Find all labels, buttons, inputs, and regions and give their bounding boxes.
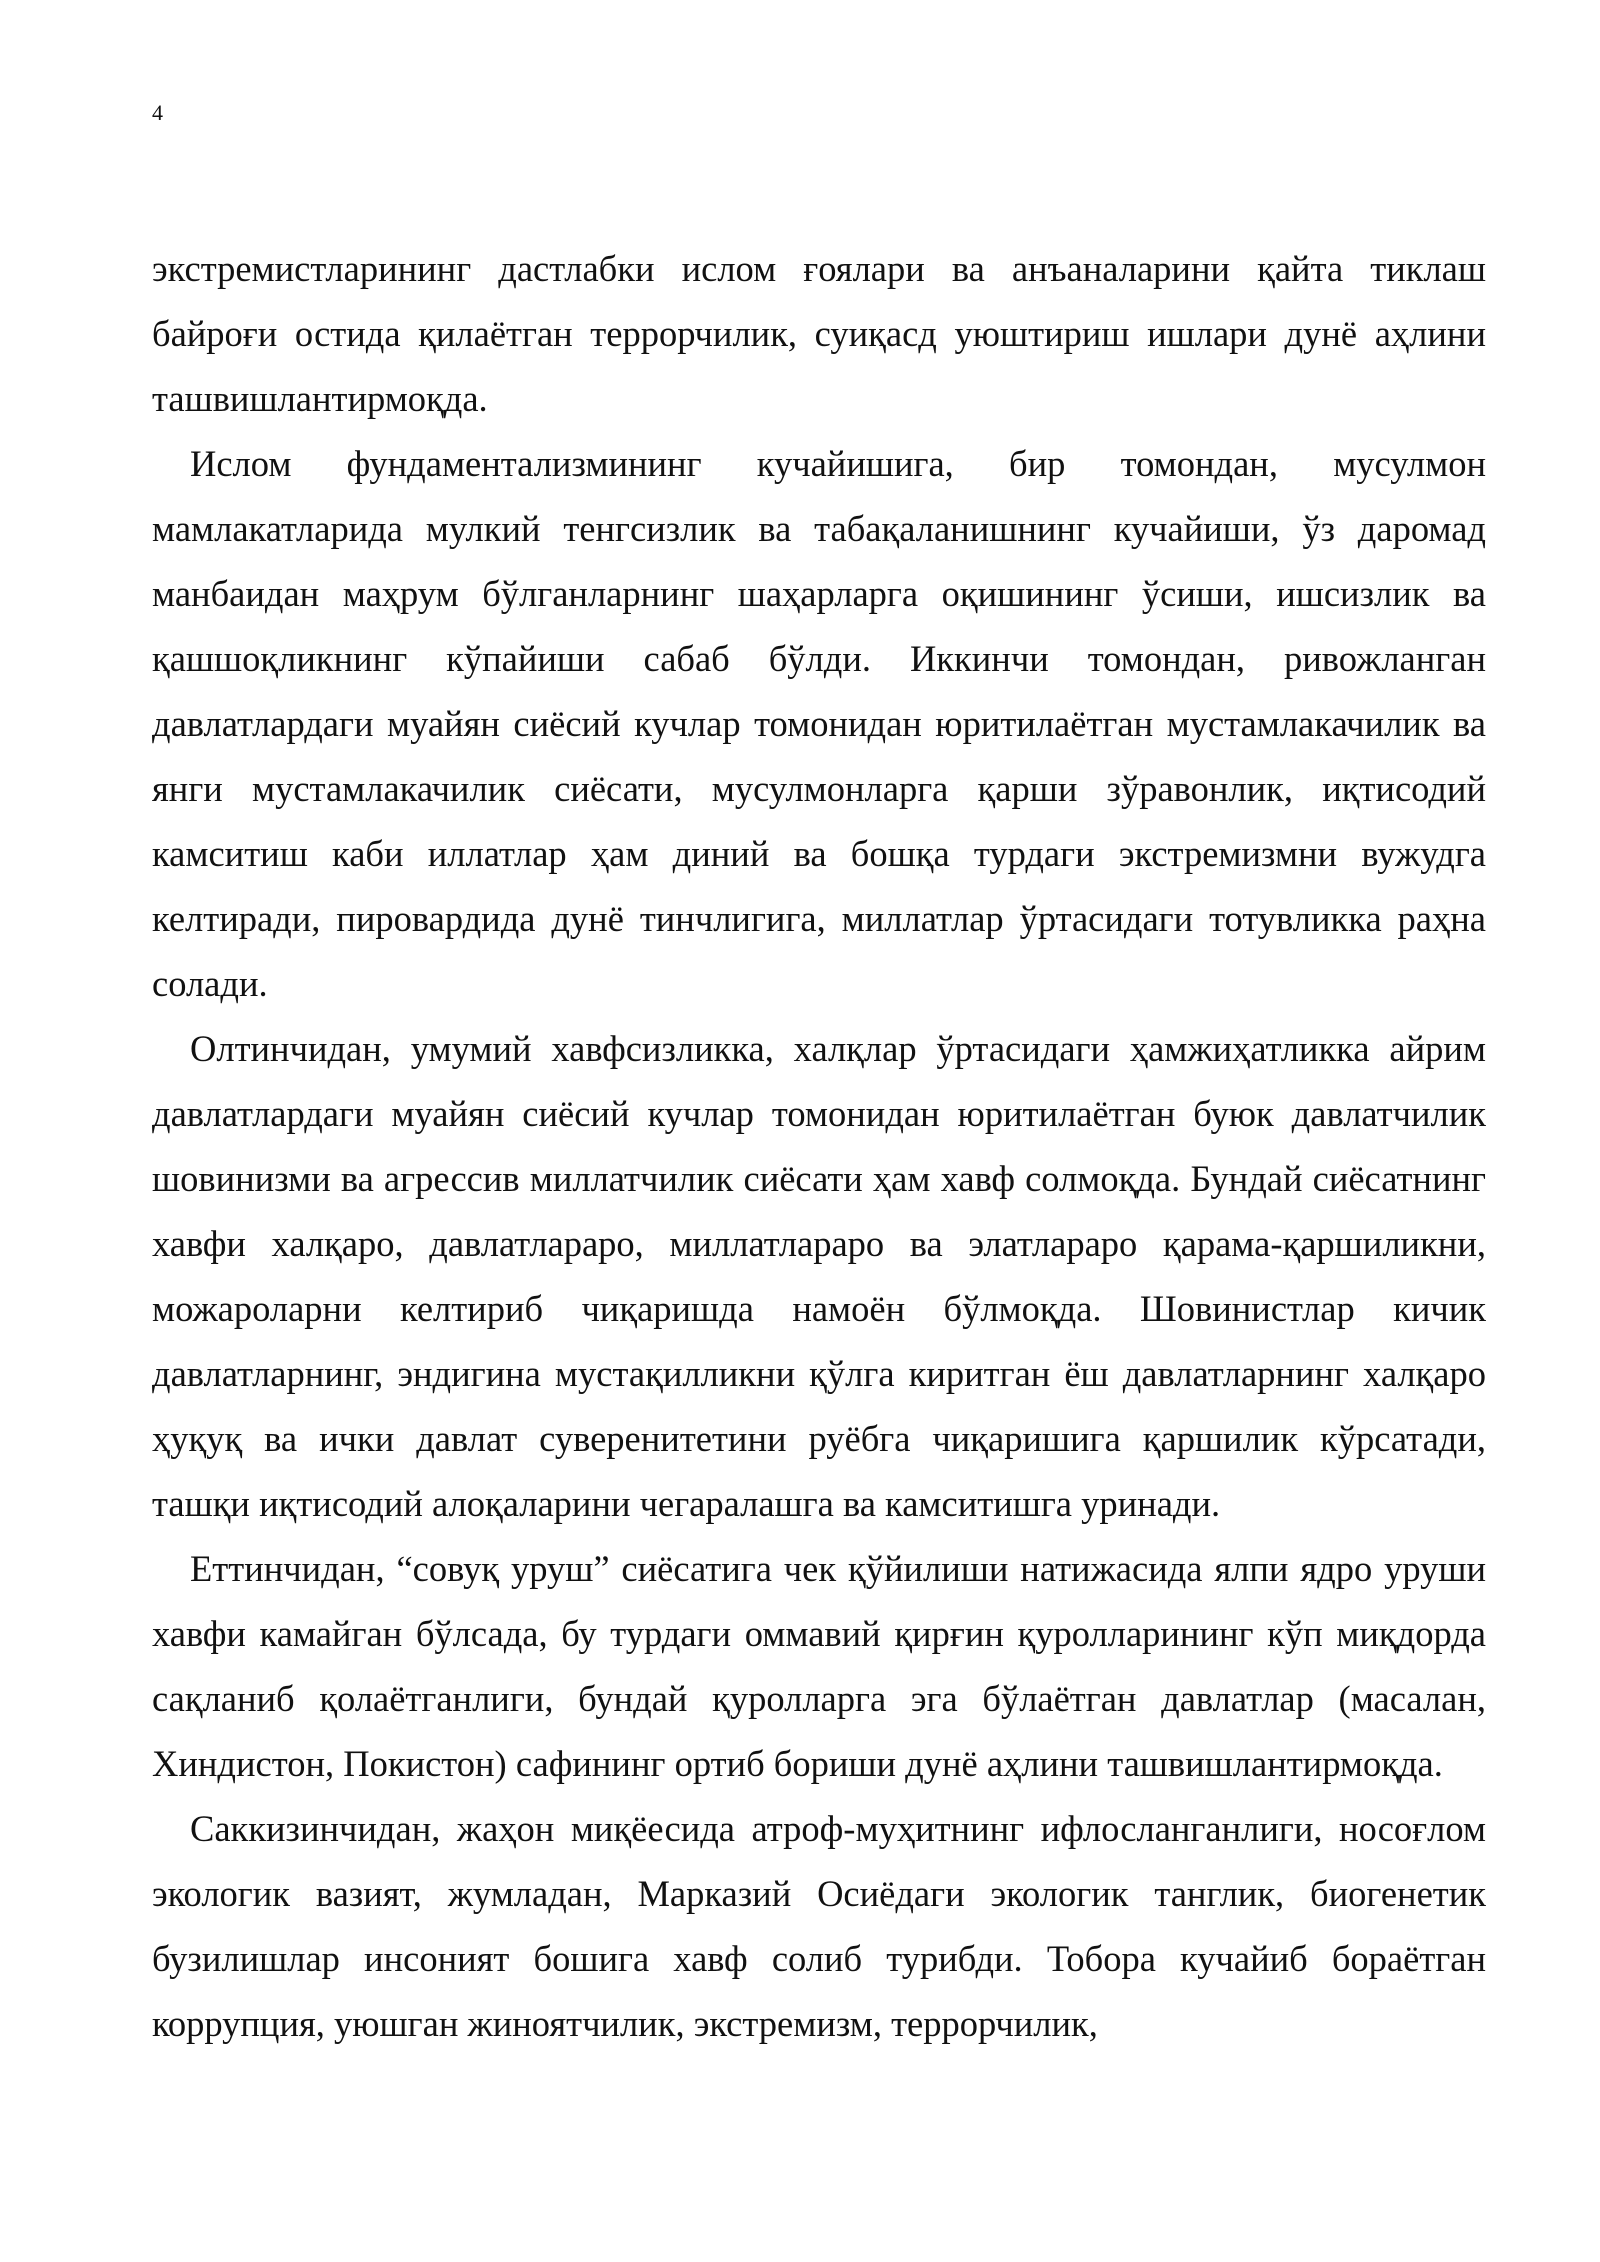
paragraph-eighth: Саккизинчидан, жаҳон миқёесида атроф-муҳитнинг ифлосланганлиги, носоғлом экологик вазият, жумладан, Марказий Осиёдаги экологик танглик, биогенетик бузилишлар инсоният бошига хавф солиб турибди. Тобора кучайиб бораётган коррупция, уюшган жиноятчилик, экстремизм, террорчилик, [152, 1808, 1486, 2044]
body-text [152, 236, 1486, 2056]
page-number: 4 [152, 100, 163, 125]
paragraph-islamic-fundamentalism: Ислом фундаментализмининг кучайишига, бир томондан, мусулмон мамлакатларида мулкий тенгсизлик ва табақаланишнинг кучайиши, ўз даромад манбаидан маҳрум бўлганларнинг шаҳарларга оқишининг ўсиши, ишсизлик ва қашшоқликнинг кўпайиши сабаб бўлди. Иккинчи томондан, ривожланган давлатлардаги муайян сиёсий кучлар томонидан юритилаётган мустамлакачилик ва янги мустамлакачилик сиёсати, мусулмонларга қарши зўравонлик, иқтисодий камситиш каби иллатлар ҳам диний ва бошқа турдаги экстремизмни вужудга келтиради, пировардида дунё тинчлигига, миллатлар ўртасидаги тотувликка раҳна солади. [152, 443, 1486, 1004]
paragraph-sixth: Олтинчидан, умумий хавфсизликка, халқлар ўртасидаги ҳамжиҳатликка айрим давлатлардаги муайян сиёсий кучлар томонидан юритилаётган буюк давлатчилик шовинизми ва агрессив миллатчилик сиёсати ҳам хавф солмоқда. Бундай сиёсатнинг хавфи халқаро, давлатлараро, миллатлараро ва элатлараро қарама-қаршиликни, можароларни келтириб чиқаришда намоён бўлмоқда. Шовинистлар кичик давлатларнинг, эндигина мустақилликни қўлга киритган ёш давлатларнинг халқаро ҳуқуқ ва ички давлат суверенитетини руёбга чиқаришига қаршилик кўрсатади, ташқи иқтисодий алоқаларини чегаралашга ва камситишга уринади. [152, 1028, 1486, 1524]
paragraph-continuation: экстремистларининг дастлабки ислом ғоялари ва анъаналарини қайта тиклаш байроғи остида қилаётган террорчилик, суиқасд уюштириш ишлари дунё аҳлини ташвишлантирмоқда. [152, 248, 1486, 419]
paragraph-seventh: Еттинчидан, “совуқ уруш” сиёсатига чек қўйилиши натижасида ялпи ядро уруши хавфи камайган бўлсада, бу турдаги оммавий қирғин қуролларининг кўп миқдорда сақланиб қолаётганлиги, бундай қуролларга эга бўлаётган давлатлар (масалан, Хиндистон, Покистон) сафининг ортиб бориши дунё аҳлини ташвишлантирмоқда. [152, 1548, 1486, 1784]
